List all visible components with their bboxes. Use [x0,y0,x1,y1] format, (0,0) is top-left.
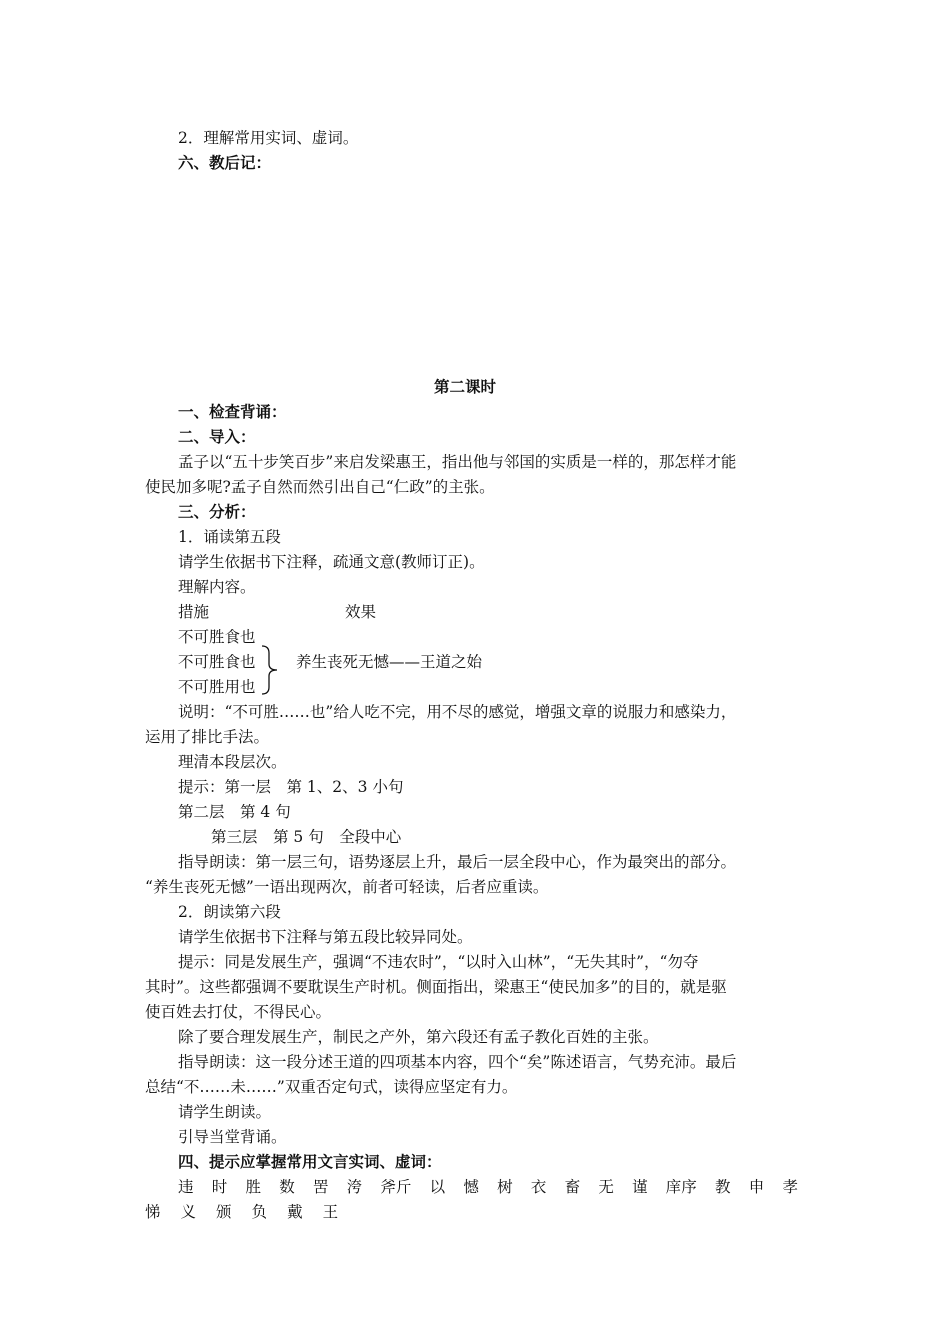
vocabulary-word: 无 [598,1178,614,1196]
column-header-measures: 措施 [178,603,210,621]
vocabulary-word: 孝 [782,1178,798,1196]
section-heading-vocabulary: 四、提示应掌握常用文言实词、虚词： [178,1152,442,1171]
step-2-heading: 2．朗读第六段 [178,903,281,921]
vocabulary-word: 庠序 [665,1178,697,1196]
vocabulary-word: 王 [322,1203,339,1221]
vocabulary-word: 时 [211,1178,228,1196]
vocabulary-word: 胜 [245,1178,261,1196]
vocabulary-word: 颁 [216,1203,232,1221]
step-2-hint-line-1: 提示：同是发展生产，强调“不违农时”，“以时入山林”，“无失其时”，“勿夺 [178,953,699,971]
layer-hint-3: 第三层 第 5 句 全段中心 [211,828,402,846]
vocabulary-word: 戴 [287,1203,303,1221]
vocabulary-word: 洿 [346,1178,363,1196]
vocabulary-word: 负 [251,1203,268,1221]
vocabulary-row-1 [178,1177,798,1197]
lesson-title: 第二课时 [434,377,497,396]
section-heading-recitation: 一、检查背诵： [178,402,287,421]
intro-paragraph-line-2: 使民加多呢?孟子自然而然引出自己“仁政”的主张。 [145,478,495,496]
step-2-hint-line-2: 其时”。这些都强调不要耽误生产时机。侧面指出，梁惠王“使民加多”的目的，就是驱 [145,978,727,996]
layer-hint-2: 第二层 第 4 句 [178,803,291,821]
layers-instruction: 理清本段层次。 [178,753,287,771]
vocabulary-word: 申 [748,1178,765,1196]
objective-item-2: 2．理解常用实词、虚词。 [178,129,359,147]
vocabulary-word: 数 [279,1178,295,1196]
measure-item-3: 不可胜用也 [178,678,256,696]
step-2-hint-line-3: 使百姓去打仗，不得民心。 [145,1003,332,1021]
layer-hint-1: 提示：第一层 第 1、2、3 小句 [178,778,404,796]
section-heading-introduction: 二、导入： [178,427,256,446]
effect-result: 养生丧死无憾——王道之始 [296,653,483,671]
note-line-1: 说明：“不可胜……也”给人吃不完，用不尽的感觉，增强文章的说服力和感染力， [178,703,737,721]
student-reading: 请学生朗读。 [178,1103,272,1121]
step-1-instruction: 请学生依据书下注释，疏通文意(教师订正)。 [178,553,485,571]
note-line-2: 运用了排比手法。 [145,728,270,746]
column-header-effect: 效果 [345,603,377,621]
step-1-heading: 1．诵读第五段 [178,528,281,546]
vocabulary-word: 教 [715,1178,731,1196]
vocabulary-word: 义 [180,1203,197,1221]
vocabulary-word: 谨 [632,1178,648,1196]
vocabulary-word: 衣 [530,1178,547,1196]
vocabulary-word: 悌 [145,1203,161,1221]
vocabulary-word: 违 [178,1178,194,1196]
reading-guide-1-line-2: “养生丧死无憾”一语出现两次，前者可轻读，后者应重读。 [145,878,549,896]
step-2-instruction: 请学生依据书下注释与第五段比较异同处。 [178,928,473,946]
step-1-understand: 理解内容。 [178,578,256,596]
section-heading-postscript: 六、教后记： [178,153,272,172]
vocabulary-word: 斧斤 [380,1178,412,1196]
vocabulary-word: 以 [429,1178,446,1196]
intro-paragraph-line-1: 孟子以“五十步笑百步”来启发梁惠王，指出他与邻国的实质是一样的，那怎样才能 [178,453,737,471]
right-brace-icon [258,644,284,696]
reading-guide-2-line-1: 指导朗读：这一段分述王道的四项基本内容，四个“矣”陈述语言，气势充沛。最后 [178,1053,737,1071]
reading-guide-2-line-2: 总结“不……未……”双重否定句式，读得应坚定有力。 [145,1078,518,1096]
measure-item-2: 不可胜食也 [178,653,256,671]
reading-guide-1-line-1: 指导朗读：第一层三句，语势逐层上升，最后一层全段中心，作为最突出的部分。 [178,853,737,871]
step-2-teaching: 除了要合理发展生产，制民之产外，第六段还有孟子教化百姓的主张。 [178,1028,659,1046]
vocabulary-word: 罟 [312,1178,329,1196]
measure-item-1: 不可胜食也 [178,628,256,646]
section-heading-analysis: 三、分析： [178,502,256,521]
vocabulary-word: 树 [497,1178,513,1196]
in-class-recitation: 引导当堂背诵。 [178,1128,287,1146]
vocabulary-row-2 [145,1202,358,1222]
vocabulary-word: 畜 [564,1178,581,1196]
vocabulary-word: 憾 [463,1178,479,1196]
